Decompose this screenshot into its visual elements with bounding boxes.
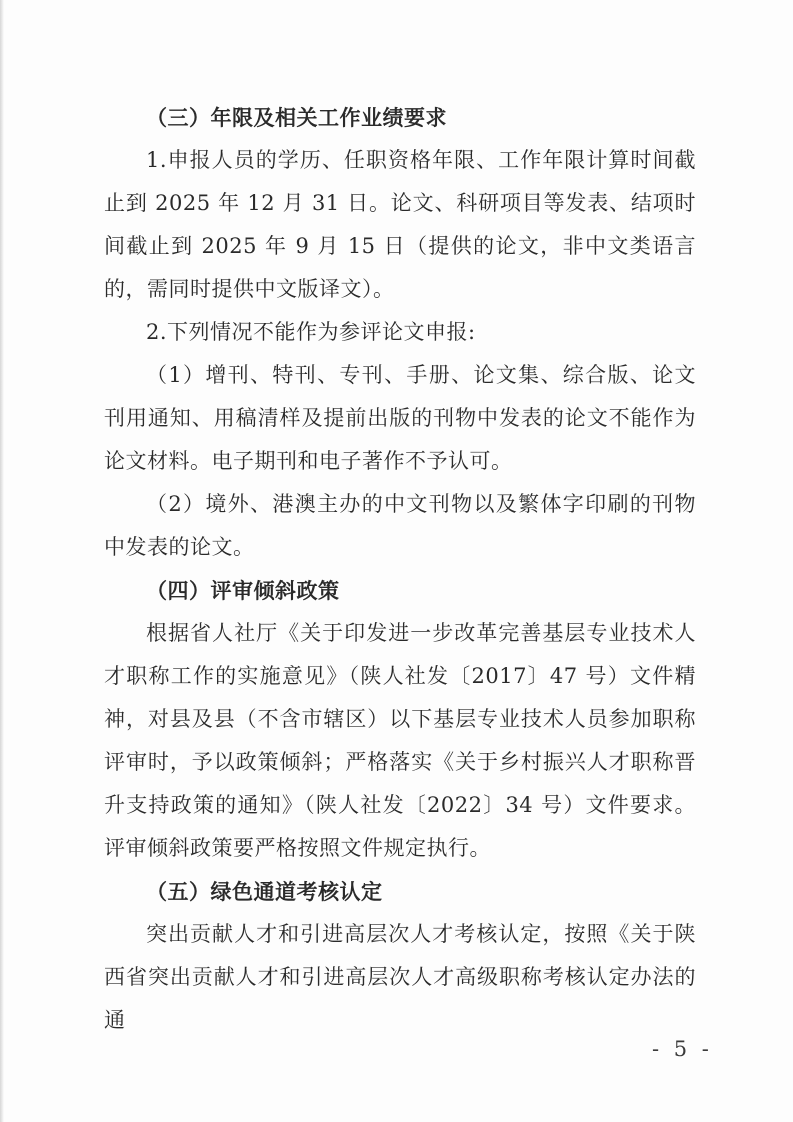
paragraph: 2.下列情况不能作为参评论文申报: xyxy=(146,320,476,344)
paragraph: 根据省人社厅《关于印发进一步改革完善基层专业技术人才职称工作的实施意见》（陕人社发〔2017〕47 号）文件精神，对县及县（不含市辖区）以下基层专业技术人员参加职称评审时，予以政策倾斜；严格落实《关于乡村振兴人才职称晋升支持政策的通知》（陕人社发〔2022〕34 号）文件要求。评审倾斜政策要严格按照文件规定执行。 xyxy=(104,621,696,860)
document-body xyxy=(104,96,696,1042)
section-heading: （五）绿色通道考核认定 xyxy=(146,879,383,904)
paragraph: （2）境外、港澳主办的中文刊物以及繁体字印刷的刊物中发表的论文。 xyxy=(104,492,696,559)
page-edge-shadow xyxy=(0,0,4,1122)
paragraph: 1.申报人员的学历、任职资格年限、工作年限计算时间截止到 2025 年 12 月 31 日。论文、科研项目等发表、结项时间截止到 2025 年 9 月 15 日（提供的论文，非中文类语言的，需同时提供中文版译文）。 xyxy=(104,148,696,301)
page-number: - 5 - xyxy=(652,1037,713,1061)
section-four xyxy=(104,569,696,870)
section-five xyxy=(104,870,696,1042)
paragraph: 突出贡献人才和引进高层次人才考核认定，按照《关于陕西省突出贡献人才和引进高层次人才高级职称考核认定办法的通 xyxy=(104,922,696,1032)
section-heading: （四）评审倾斜政策 xyxy=(146,578,340,603)
section-heading: （三）年限及相关工作业绩要求 xyxy=(146,105,447,130)
paragraph: （1）增刊、特刊、专刊、手册、论文集、综合版、论文刊用通知、用稿清样及提前出版的刊物中发表的论文不能作为论文材料。电子期刊和电子著作不予认可。 xyxy=(104,363,696,473)
section-three xyxy=(104,96,696,569)
